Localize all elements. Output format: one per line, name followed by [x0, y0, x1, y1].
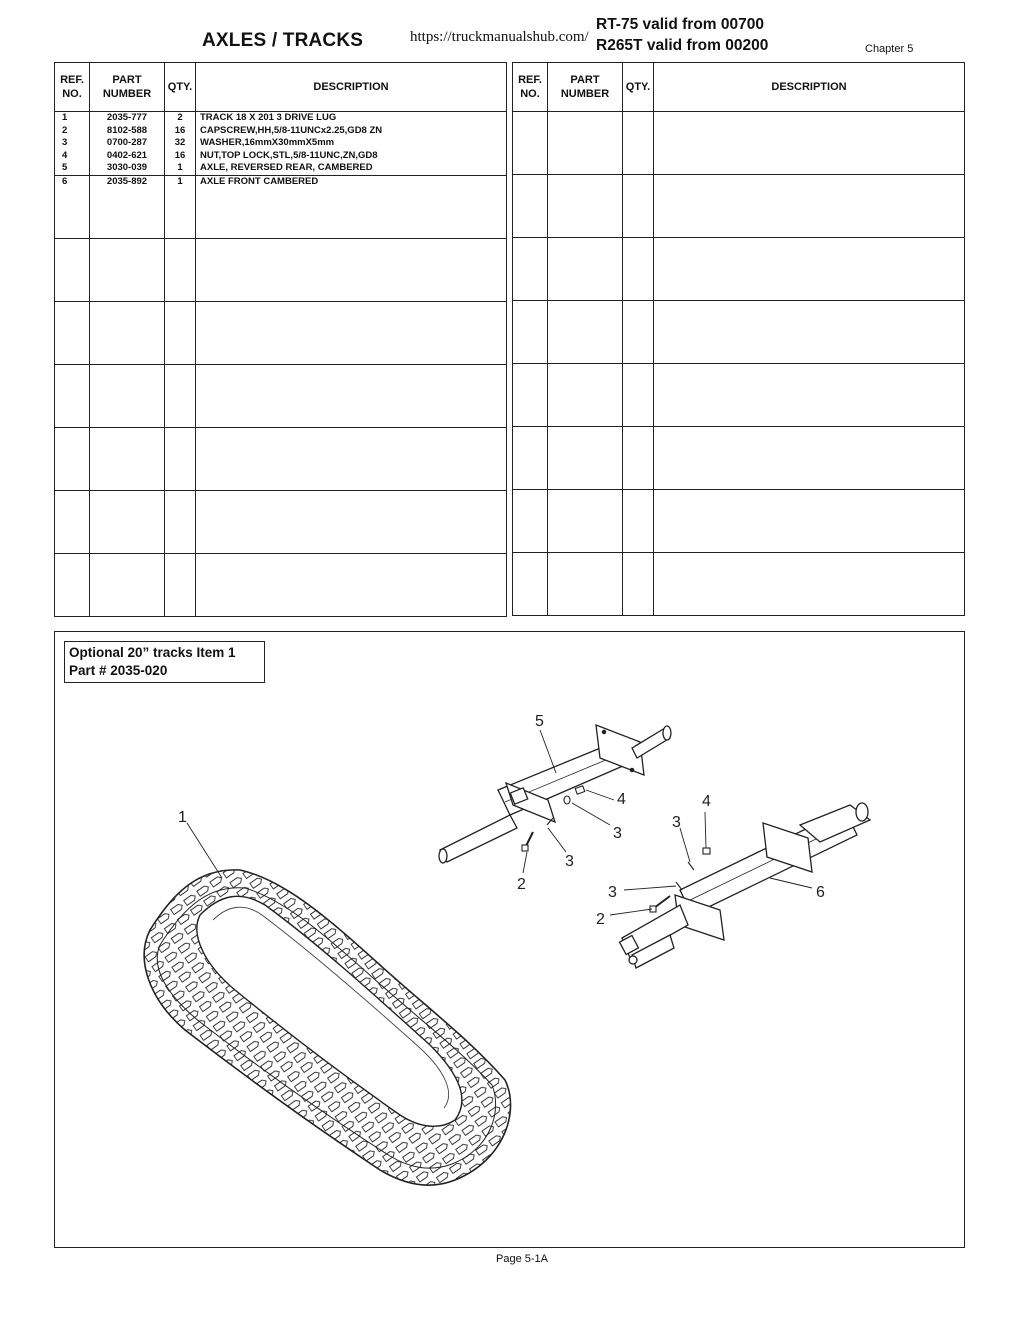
callout-line-2: Part # 2035-020 — [69, 663, 168, 678]
label-3: 3 — [608, 884, 617, 901]
part-number-cell: 2035-892 — [90, 175, 165, 238]
header-part-number: PART NUMBER — [548, 63, 623, 112]
ref-cell: 1 2 3 4 5 — [55, 112, 90, 176]
label-6: 6 — [816, 884, 825, 901]
source-url[interactable]: https://truckmanualshub.com/ — [410, 29, 589, 45]
ref-cell: 6 — [55, 175, 90, 238]
callout-line-1: Optional 20” tracks Item 1 — [69, 645, 236, 660]
rear-axle-drawing — [439, 725, 671, 863]
front-axle-drawing — [620, 803, 870, 968]
table-row — [513, 238, 965, 301]
model-validity-line-1: RT-75 valid from 00700 — [596, 16, 764, 33]
label-5: 5 — [535, 713, 544, 730]
rubber-track-drawing — [144, 870, 510, 1185]
table-row — [513, 427, 965, 490]
page-title: AXLES / TRACKS — [202, 30, 364, 51]
page-number: Page 5-1A — [496, 1253, 548, 1265]
table-row — [513, 175, 965, 238]
label-1: 1 — [178, 809, 187, 826]
exploded-parts-diagram — [56, 633, 961, 1244]
table-row — [55, 427, 507, 490]
header-part-number: PART NUMBER — [90, 63, 165, 112]
table-row — [513, 364, 965, 427]
table-header-row — [55, 63, 507, 112]
parts-table-right — [512, 62, 965, 616]
header-ref-no: REF. NO. — [55, 63, 90, 112]
table-row — [513, 112, 965, 175]
label-4: 4 — [617, 791, 626, 808]
qty-cell: 1 — [165, 175, 196, 238]
header-ref-no: REF. NO. — [513, 63, 548, 112]
description-cell: AXLE FRONT CAMBERED — [196, 175, 507, 238]
header-qty: QTY. — [165, 63, 196, 112]
table-row — [55, 553, 507, 616]
table-row — [55, 112, 507, 176]
label-4: 4 — [702, 793, 711, 810]
table-header-row — [513, 63, 965, 112]
label-3: 3 — [613, 825, 622, 842]
label-3: 3 — [672, 814, 681, 831]
label-3: 3 — [565, 853, 574, 870]
part-number-cell: 2035-777 8102-588 0700-287 0402-621 3030-039 — [90, 112, 165, 176]
parts-table-left — [54, 62, 507, 617]
table-row — [513, 490, 965, 553]
label-2: 2 — [596, 911, 605, 928]
qty-cell: 2 16 32 16 1 — [165, 112, 196, 176]
chapter-label: Chapter 5 — [865, 43, 914, 55]
header-description: DESCRIPTION — [196, 63, 507, 112]
table-row — [55, 301, 507, 364]
table-row — [513, 553, 965, 616]
model-validity-line-2: R265T valid from 00200 — [596, 37, 769, 54]
table-row — [55, 364, 507, 427]
description-cell: TRACK 18 X 201 3 DRIVE LUG CAPSCREW,HH,5/8-11UNCx2.25,GD8 ZN WASHER,16mmX30mmX5mm NUT,TOP LOCK,STL,5/8-11UNC,ZN,GD8 AXLE, REVERSED REAR, CAMBERED — [196, 112, 507, 176]
header-description: DESCRIPTION — [654, 63, 965, 112]
table-row — [55, 175, 507, 238]
table-row — [55, 490, 507, 553]
table-row — [513, 301, 965, 364]
label-2: 2 — [517, 876, 526, 893]
header-qty: QTY. — [623, 63, 654, 112]
table-row — [55, 238, 507, 301]
